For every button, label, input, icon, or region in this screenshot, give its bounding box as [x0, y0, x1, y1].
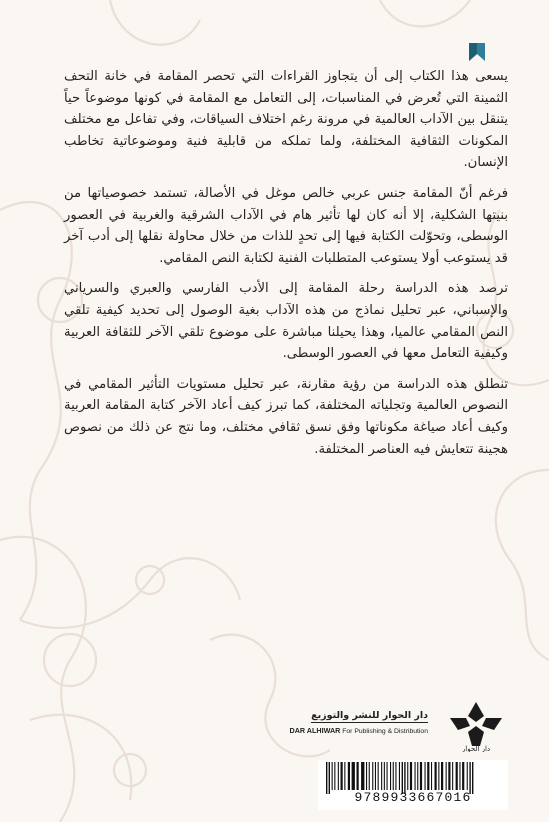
publisher-logo-icon [448, 700, 504, 752]
svg-text:دار الحوار: دار الحوار [461, 745, 491, 752]
paragraph-4: تنطلق هذه الدراسة من رؤية مقارنة، عبر تحليل مستويات التأثير المقامي في النصوص العالمية وتجلياته المختلفة، كما تبرز كيف أعاد الآخر كتابة المقامة العربية وكيف أعاد صياغة مكوناتها وفق نسق ثقافي مختلف، وما نتج عن ذلك من نصوص هجينة تتعايش فيه العناصر المختلفة. [64, 376, 508, 457]
paragraph-1: يسعى هذا الكتاب إلى أن يتجاوز القراءات التي تحصر المقامة في خانة التحف الثمينة التي تُعرض في المناسبات، إلى التعامل مع المقامة في كونها موضوعاً حياً يتنقل بين الآداب العالمية في مرونة رغم اختلاف السياقات، وفي تفاعل مع مختلف المكونات الثقافية المختلفة، ولما تملكه من قابلية فنية وموضوعاتية تخاطب الإنسان. [64, 69, 508, 171]
barcode [318, 760, 508, 810]
publisher-name-english: DAR ALHIWAR For Publishing & Distribution [289, 726, 428, 735]
bookmark-icon [468, 42, 486, 62]
back-cover-text [64, 66, 508, 469]
isbn-number: 9789933667016 [354, 790, 472, 805]
barcode-bars [318, 760, 508, 794]
publisher-name-arabic: دار الحوار للنشر والتوزيع [311, 710, 428, 721]
publisher-block [289, 706, 518, 762]
paragraph-2: فرغم أنّ المقامة جنس عربي خالص موغل في الأصالة، تستمد خصوصياتها من بنيتها الشكلية، إلا أنه كان لها تأثير هام في الآداب الشرقية والغربية في العصور الوسطى، وتحوّلت الكتابة فيها إلى تحدٍ للذات من خلال محاولة نقلها إلى أدب آخر قد يستوعب أولا يستوعب المتطلبات الفنية لكتابة النص المقامي. [64, 185, 508, 266]
paragraph-3: ترصد هذه الدراسة رحلة المقامة إلى الأدب الفارسي والعبري والسرياني والإسباني، عبر تحليل نماذج من هذه الآداب بغية الوصول إلى تحديد كيفية تلقي النص المقامي عالميا، وهذا يحيلنا مباشرة على موضوع تلقي الآخر للثقافة العربية وكيفية التعامل معها في العصور الوسطى. [64, 281, 508, 362]
